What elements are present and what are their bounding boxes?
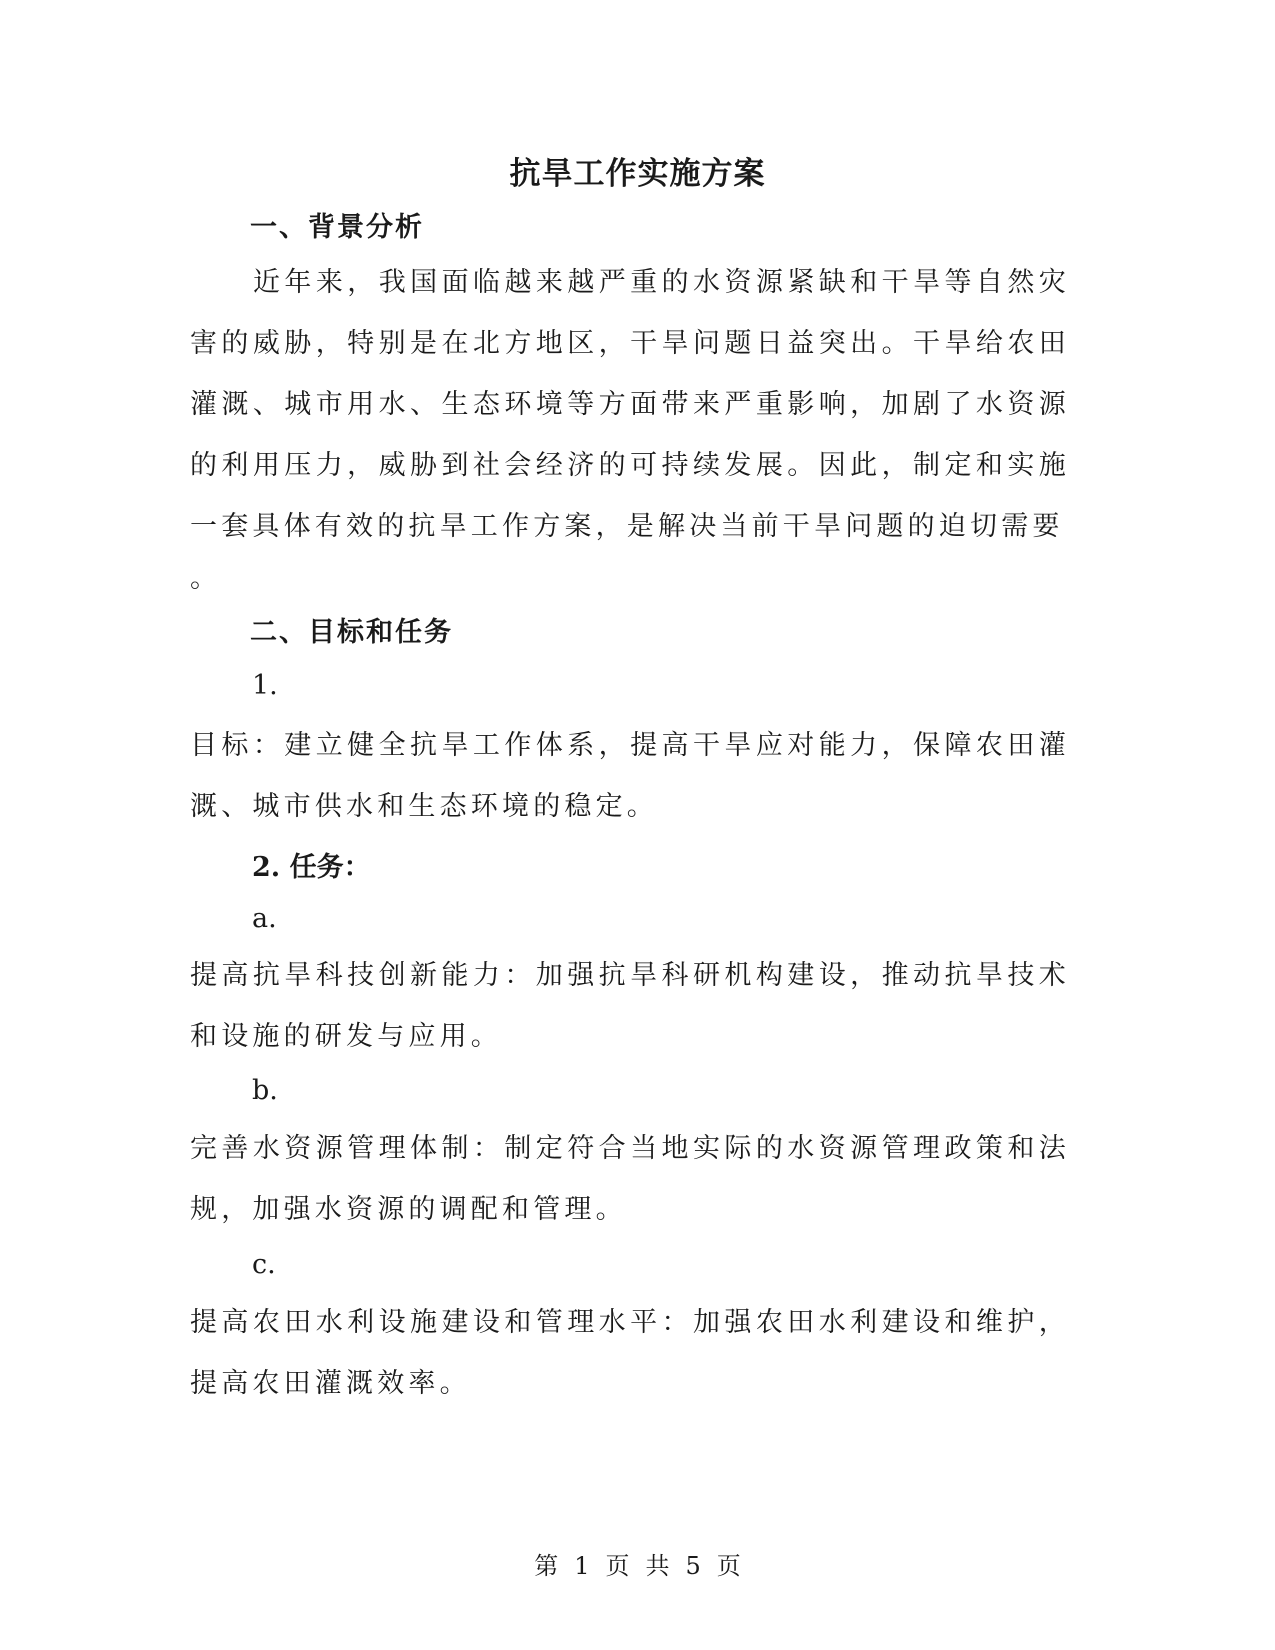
task-marker-b: b.	[252, 1075, 278, 1106]
task-marker-a: a.	[252, 903, 277, 934]
footer-page-mid: 页	[605, 1552, 630, 1580]
footer-page-suffix: 页	[716, 1552, 741, 1580]
background-paragraph: 近年来，我国面临越来越严重的水资源紧缺和干旱等自然灾害的威胁，特别是在北方地区，干旱问题日益突出。干旱给农田灌溉、城市用水、生态环境等方面带来严重影响，加剧了水资源的利用压力，威胁到社会经济的可持续发展。因此，制定和实施一套具体有效的抗旱工作方案，是解决当前干旱问题的迫切需要	[190, 267, 1070, 542]
goal-paragraph: 目标：建立健全抗旱工作体系，提高干旱应对能力，保障农田灌溉、城市供水和生态环境的稳定。	[190, 730, 1070, 822]
footer-current-page: 1	[574, 1552, 590, 1580]
footer-total-pages: 5	[685, 1552, 701, 1580]
list-marker-1: 1.	[252, 670, 278, 701]
footer-total-prefix: 共	[645, 1552, 670, 1580]
section-heading-goals: 二、目标和任务	[250, 617, 453, 648]
list-marker-2-tasks: 2. 任务：	[252, 852, 371, 883]
document-title: 抗旱工作实施方案	[509, 156, 766, 192]
task-b-paragraph: 完善水资源管理体制：制定符合当地实际的水资源管理政策和法规，加强水资源的调配和管理。	[190, 1133, 1070, 1225]
footer-page-prefix: 第	[534, 1552, 559, 1580]
task-a-paragraph: 提高抗旱科技创新能力：加强抗旱科研机构建设，推动抗旱技术和设施的研发与应用。	[190, 960, 1070, 1052]
task-marker-c: c.	[252, 1249, 276, 1280]
page-footer	[0, 1546, 1275, 1581]
section-heading-background: 一、背景分析	[250, 212, 424, 243]
task-c-paragraph: 提高农田水利设施建设和管理水平：加强农田水利建设和维护，提高农田灌溉效率。	[190, 1307, 1070, 1399]
background-paragraph-period: 。	[190, 563, 222, 594]
